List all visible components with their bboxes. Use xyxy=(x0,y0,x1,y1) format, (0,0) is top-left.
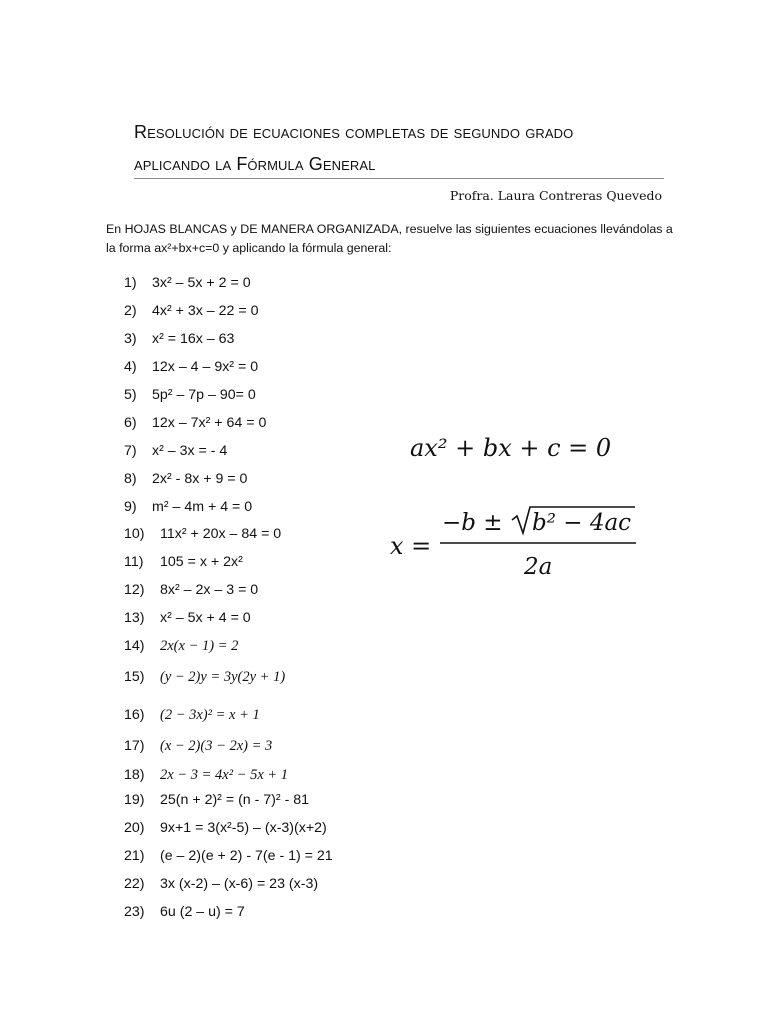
problem-equation: 3x² – 5x + 2 = 0 xyxy=(152,275,251,291)
problem-equation: 105 = x + 2x² xyxy=(160,554,243,570)
title-divider xyxy=(134,178,664,179)
list-item xyxy=(124,274,251,292)
problem-number: 2) xyxy=(124,303,137,319)
list-item xyxy=(124,498,252,516)
list-item xyxy=(124,581,258,599)
problem-equation: 25(n + 2)² = (n - 7)² - 81 xyxy=(160,792,310,808)
quadratic-formula xyxy=(390,502,650,582)
problem-equation: 12x – 7x² + 64 = 0 xyxy=(152,415,267,431)
list-item xyxy=(124,737,272,755)
problem-number: 14) xyxy=(124,638,145,654)
problem-equation: 11x² + 20x – 84 = 0 xyxy=(160,526,282,542)
title-line-1: Resolución de ecuaciones completas de segundo grado xyxy=(134,122,574,142)
problem-equation: (e – 2)(e + 2) - 7(e - 1) = 21 xyxy=(160,848,333,864)
problem-equation: 5p² – 7p – 90= 0 xyxy=(152,387,256,403)
list-item xyxy=(124,609,251,627)
problem-number: 21) xyxy=(124,848,145,864)
list-item xyxy=(124,819,327,837)
list-item xyxy=(124,791,309,809)
problem-equation: x² – 3x = - 4 xyxy=(152,443,228,459)
problem-number: 16) xyxy=(124,707,145,723)
problem-number: 8) xyxy=(124,471,137,487)
list-item xyxy=(124,706,260,724)
instructions-line-2: la forma ax²+bx+c=0 y aplicando la fórmula general: xyxy=(106,241,392,255)
list-item xyxy=(124,470,247,488)
list-item xyxy=(124,766,288,784)
problem-equation: (2 − 3x)² = x + 1 xyxy=(160,707,260,723)
problem-equation: (y − 2)y = 3y(2y + 1) xyxy=(160,669,286,685)
problem-equation: 6u (2 – u) = 7 xyxy=(160,904,245,920)
problem-number: 23) xyxy=(124,904,145,920)
problem-equation: 3x (x-2) – (x-6) = 23 (x-3) xyxy=(160,876,319,892)
standard-form-formula: ax² + bx + c = 0 xyxy=(410,434,612,462)
list-item xyxy=(124,525,281,543)
problem-number: 10) xyxy=(124,526,145,542)
list-item xyxy=(124,330,234,348)
list-item xyxy=(124,668,285,686)
problem-number: 13) xyxy=(124,610,145,626)
author: Profra. Laura Contreras Quevedo xyxy=(449,188,662,203)
list-item xyxy=(124,637,238,655)
problem-equation: 2x(x − 1) = 2 xyxy=(160,638,239,654)
problem-equation: 2x² - 8x + 9 = 0 xyxy=(152,471,248,487)
problem-equation: 8x² – 2x – 3 = 0 xyxy=(160,582,259,598)
problem-equation: (x − 2)(3 − 2x) = 3 xyxy=(160,738,273,754)
problem-equation: 12x – 4 – 9x² = 0 xyxy=(152,359,259,375)
problem-number: 18) xyxy=(124,767,145,783)
problem-equation: 2x − 3 = 4x² − 5x + 1 xyxy=(160,767,289,783)
problem-number: 6) xyxy=(124,415,137,431)
list-item xyxy=(124,302,258,320)
problem-number: 11) xyxy=(124,554,144,570)
list-item xyxy=(124,903,245,921)
list-item xyxy=(124,847,333,865)
list-item xyxy=(124,358,258,376)
list-item xyxy=(124,386,256,404)
problem-equation: 4x² + 3x – 22 = 0 xyxy=(152,303,259,319)
problem-number: 15) xyxy=(124,669,145,685)
x-equals-label: x = xyxy=(390,532,432,560)
problem-number: 20) xyxy=(124,820,145,836)
problem-number: 3) xyxy=(124,331,137,347)
problem-number: 12) xyxy=(124,582,145,598)
problem-number: 4) xyxy=(124,359,137,375)
numerator-prefix: −b ± xyxy=(442,510,503,536)
problem-equation: x² = 16x – 63 xyxy=(152,331,235,347)
problem-equation: m² – 4m + 4 = 0 xyxy=(152,499,253,515)
problem-number: 5) xyxy=(124,387,137,403)
problem-number: 7) xyxy=(124,443,137,459)
radicand: b² − 4ac xyxy=(532,510,632,536)
problem-number: 17) xyxy=(124,738,145,754)
problem-equation: 9x+1 = 3(x²-5) – (x-3)(x+2) xyxy=(160,820,327,836)
page-title xyxy=(134,116,664,180)
denominator: 2a xyxy=(524,554,553,580)
problem-number: 1) xyxy=(124,275,137,291)
problem-number: 22) xyxy=(124,876,145,892)
instructions xyxy=(106,220,673,258)
list-item xyxy=(124,414,266,432)
problem-number: 19) xyxy=(124,792,145,808)
list-item xyxy=(124,875,318,893)
problem-equation: x² – 5x + 4 = 0 xyxy=(160,610,251,626)
list-item xyxy=(124,553,243,571)
instructions-line-1: En HOJAS BLANCAS y DE MANERA ORGANIZADA, resuelve las siguientes ecuaciones llevándolas a xyxy=(106,222,673,236)
title-line-2: aplicando la Fórmula General xyxy=(134,154,376,174)
problem-number: 9) xyxy=(124,499,137,515)
list-item xyxy=(124,442,227,460)
